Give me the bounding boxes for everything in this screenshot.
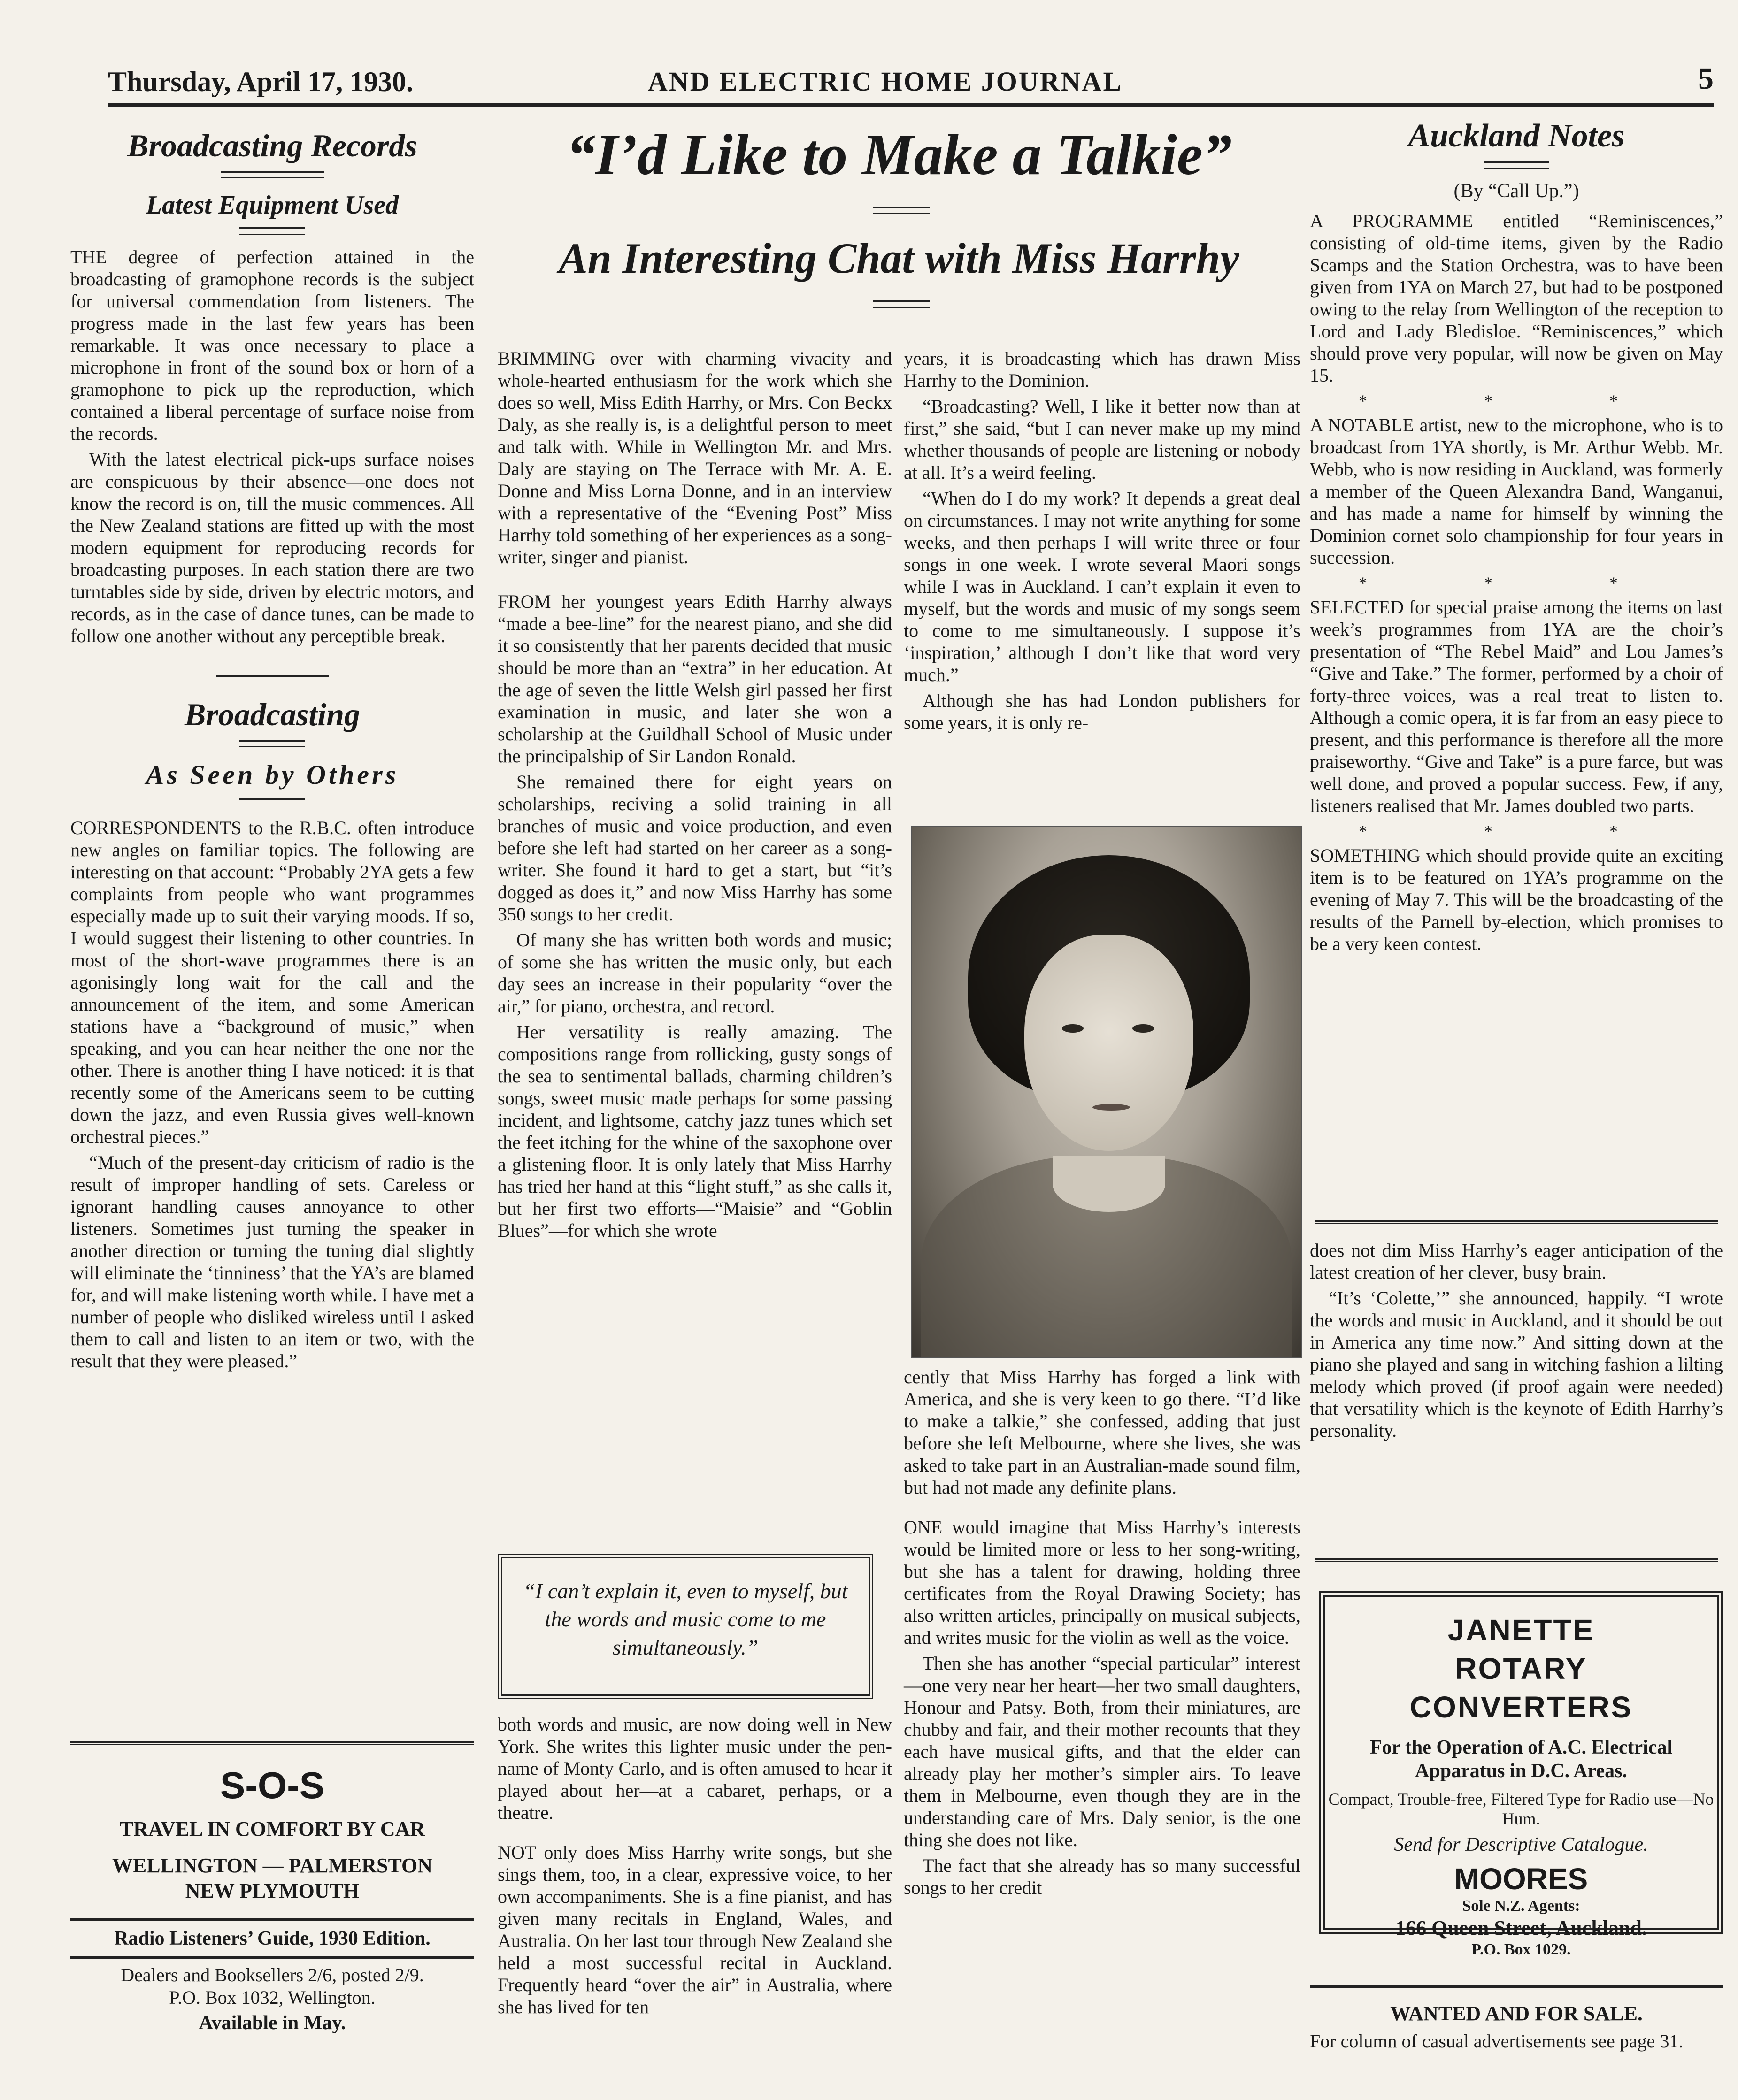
ad-operation: For the Operation of A.C. Electrical Apparatus in D.C. Areas. [1369, 1737, 1673, 1782]
auckland-paragraph: A PROGRAMME entitled “Reminiscences,” consisting of old-time items, given by the Radio Scamps and the Station Orchestra, was to have been given from 1YA on March 27, but had to be postponed owing to the relay from Wellington of the reception to Lord and Lady Bledisloe. “Reminiscences,” which should prove very popular, will now be given on May 15. [1310, 210, 1723, 386]
page-number: 5 [1698, 61, 1714, 96]
feature-paragraph: Then she has another “special particular” interest—one very near her heart—her two small daughters, Honour and Patsy. Both, from their miniatures, are chubby and fair, and their mother recounts that they each have musical gifts, and that the elder can already play her mother’s simpler airs. To leave them in Melbourne, even though they are in the understanding care of Mrs. Daly senior, is the one thing she does not like. [904, 1653, 1300, 1850]
portrait-eye [1132, 1024, 1154, 1033]
auckland-byline: (By “Call Up.”) [1453, 180, 1579, 202]
column-feature-continuation [1310, 1239, 1723, 1445]
janette-advertisement [1319, 1591, 1723, 1958]
records-heading: Broadcasting Records [127, 128, 417, 163]
feature-paragraph: Her versatility is really amazing. The compositions range from rollicking, gusty songs of the sea to sentimental ballads, charming children’s songs, sweet music made perhaps for some passing incident, and lightsome, catchy jazz tunes which set the feet itching for the whine of the saxophone over a glistening floor. It is only lately that Miss Harrhy has tried her hand at this “light stuff,” as she calls it, but her first two efforts—“Maisie” and “Goblin Blues”—for which she wrote [498, 1021, 892, 1241]
column-feature-right-cont [904, 1366, 1300, 1902]
ad-catalogue: Send for Descriptive Catalogue. [1394, 1834, 1648, 1855]
feature-paragraph: cently that Miss Harrhy has forged a link with America, and she is very keen to go there. “I’d like to make a talkie,” she confessed, adding that just before she left Melbourne, where she lives, she was asked to take part in an Australian-made sound film, but had not made any definite plans. [904, 1366, 1300, 1498]
separator-stars: * * * [1359, 822, 1674, 841]
issue-date: Thursday, April 17, 1930. [108, 66, 414, 97]
column-left [70, 117, 474, 1376]
feature-paragraph: “It’s ‘Colette,’” she announced, happily. “I wrote the words and music in Auckland, and it should be out in America any time now.” And sitting down at the piano she played and sang in witching fashion a lilting melody which proved (if proof again were needed) that versatility which is the keynote of Edith Harrhy’s personality. [1310, 1288, 1723, 1441]
feature-paragraph: “When do I do my work? It depends a great deal on circumstances. I may not write anything for some weeks, and then perhaps I will write three or four songs in one week. I wrote several Maori songs while I was in Auckland. I can’t explain it even to myself, but the words and music of my songs seem to come to me simultaneously. I suppose it’s ‘inspiration,’ although I don’t like that word very much.” [904, 488, 1300, 685]
auckland-paragraph: A NOTABLE artist, new to the microphone, who is to broadcast from 1YA shortly, is Mr. Arthur Webb. Mr. Webb, who is now residing in Auckland, was formerly a member of the Queen Alexandra Band, Wanganui, and has made a name for himself by winning the Dominion cornet solo championship for four years in succession. [1310, 414, 1723, 568]
portrait-face [1024, 935, 1193, 1151]
guide-box: P.O. Box 1032, Wellington. [169, 1987, 376, 2008]
records-paragraph: THE degree of perfection attained in the broadcasting of gramophone records is the subject for universal commendation from listeners. The progress made in the last few years has been remarkable. It was once necessary to place a microphone in front of the sound box or horn of a gramophone to pick up the reproduction, which contained a liberal percentage of surface noise from the records. [70, 246, 474, 444]
ad-brand: ROTARY [1455, 1652, 1587, 1686]
section-divider [1315, 1558, 1718, 1562]
broadcasting-heading: Broadcasting [184, 697, 361, 732]
column-feature-left [498, 347, 892, 1245]
portrait-photo [911, 826, 1302, 1358]
guide-availability: Available in May. [199, 2012, 346, 2034]
heading-rule [1484, 161, 1549, 169]
ad-brand: JANETTE [1447, 1613, 1595, 1647]
heading-rule [239, 740, 305, 747]
title-rule [873, 207, 930, 214]
journal-title: AND ELECTRIC HOME JOURNAL [648, 66, 1123, 97]
portrait-collar [1053, 1156, 1165, 1212]
heading-rule [239, 227, 305, 235]
wanted-notice [1310, 1985, 1723, 2053]
feature-paragraph: ONE would imagine that Miss Harrhy’s interests would be limited more or less to her song-writing, but she has a talent for drawing, holding three certificates from the Royal Drawing Society; has also written articles, principally on musical subjects, and writes music for the violin as well as the voice. [904, 1517, 1300, 1648]
feature-paragraph: Of many she has written both words and music; of some she has written the music only, but each day sees an increase in their popularity “over the air,” for piano, orchestra, and record. [498, 929, 892, 1017]
feature-paragraph: NOT only does Miss Harrhy write songs, but she sings them, too, in a clear, expressive voice, to her own accompaniments. She is a fine pianist, and has given many recitals in England, Wales, and Australia. On her last tour through New Zealand she held a most successful recital in Auckland. Frequently heard “over the air” in Australia, where she has lived for ten [498, 1842, 892, 2017]
heading-rule [221, 171, 324, 178]
sos-line: TRAVEL IN COMFORT BY CAR [119, 1817, 425, 1840]
auckland-heading: Auckland Notes [1408, 118, 1625, 154]
sos-advertisement [70, 1741, 474, 2037]
feature-paragraph: Although she has had London publishers for some years, it is only re- [904, 690, 1300, 733]
feature-paragraph: She remained there for eight years on scholarships, reciving a solid training in all branches of music and voice production, and even before she left had started on her career as a song-writer. She found it hard to get a start, but “it’s dogged as does it,” and now Miss Harrhy has some 350 songs to her credit. [498, 771, 892, 925]
heading-rule [239, 798, 305, 805]
sos-line: NEW PLYMOUTH [185, 1879, 360, 1902]
feature-title: “I’d Like to Make a Talkie” [566, 123, 1232, 187]
broadcasting-subheading: As Seen by Others [146, 759, 399, 790]
guide-price: Dealers and Booksellers 2/6, posted 2/9. [121, 1964, 424, 1985]
section-divider [216, 675, 329, 677]
broadcasting-paragraph: “Much of the present-day criticism of radio is the result of improper handling of sets. Careless or ignorant handling causes annoyance to other listeners. Sometimes just turning the speaker in another direction or turning the tuning dial slightly will eliminate the ‘tinniness’ that the YA’s are blamed for, and will make listening worth while. I have met a number of people who disliked wireless until I asked them to call and listen to an item or two, with the result that they were pleased.” [70, 1152, 474, 1372]
page-header [108, 61, 1714, 107]
records-subheading: Latest Equipment Used [146, 191, 399, 220]
feature-paragraph: FROM her youngest years Edith Harrhy always “made a bee-line” for the nearest piano, and she did it so consistently that her parents decided that music should be more than an “extra” in her education. At the age of seven the little Welsh girl passed her first examination in music, and later she won a scholarship at the Guildhall School of Music under the principalship of Sir Landon Ronald. [498, 591, 892, 766]
separator-stars: * * * [1359, 391, 1674, 410]
auckland-paragraph: SOMETHING which should provide quite an exciting item is to be featured on 1YA’s programme on the evening of May 7. This will be the broadcasting of the results of the Parnell by-election, which promises to be a very keen contest. [1310, 845, 1723, 954]
ad-brand: CONVERTERS [1409, 1690, 1633, 1724]
wanted-title: WANTED AND FOR SALE. [1390, 2002, 1643, 2025]
feature-subtitle: An Interesting Chat with Miss Harrhy [559, 234, 1239, 282]
separator-stars: * * * [1359, 574, 1674, 592]
title-rule [873, 300, 930, 308]
feature-paragraph: years, it is broadcasting which has drawn Miss Harrhy to the Dominion. [904, 348, 1300, 391]
sos-line: WELLINGTON — PALMERSTON [112, 1854, 433, 1877]
portrait-mouth [1092, 1104, 1130, 1111]
feature-paragraph: BRIMMING over with charming vivacity and whole-hearted enthusiasm for the work which she does so well, Miss Edith Harrhy, or Mrs. Con Beckx Daly, as she really is, is a delightful person to meet and talk with. While in Wellington Mr. and Mrs. Daly are staying on The Terrace with Mr. A. E. Donne and Miss Lorna Donne, and in an interview with a representative of the “Evening Post” Miss Harrhy told something of her experiences as a song-writer, singer and pianist. [498, 348, 892, 567]
section-divider [1315, 1220, 1718, 1224]
ad-description: Compact, Trouble-free, Filtered Type for Radio use—No Hum. [1328, 1790, 1714, 1828]
column-feature-left-cont [498, 1713, 892, 2022]
records-paragraph: With the latest electrical pick-ups surface noises are conspicuous by their absence—one does not know the record is on, till the music commences. All the New Zealand stations are fitted up with the most modern equipment for reproducing records for broadcasting purposes. In each station there are two turntables side by side, driven by electric motors, and records, as in the case of dance tunes, can be made to follow one another without any perceptible break. [70, 449, 474, 646]
feature-paragraph: both words and music, are now doing well in New York. She writes this lighter music under the pen-name of Monty Carlo, and is often amused to hear it played about her—at a cabaret, perhaps, or a theatre. [498, 1714, 892, 1823]
ad-company: MOORES [1454, 1862, 1588, 1896]
ad-agents: Sole N.Z. Agents: [1462, 1897, 1580, 1915]
wanted-body: For column of casual advertisements see page 31. [1310, 2031, 1684, 2052]
auckland-paragraph: SELECTED for special praise among the items on last week’s programmes from 1YA are the choir’s presentation of “The Rebel Maid” and Lou James’s “Give and Take.” The former, performed by a choir of forty-three voices, was a real treat to listen to. Although a comic opera, it is far from an easy piece to present, and this performance is therefore all the more praiseworthy. “Give and Take” is a pure farce, but was well done, and proved a popular success. Few, if any, listeners realised that Mr. James doubled two parts. [1310, 597, 1723, 816]
ad-box: P.O. Box 1029. [1471, 1941, 1571, 1958]
feature-paragraph: does not dim Miss Harrhy’s eager anticipation of the latest creation of her clever, busy brain. [1310, 1240, 1723, 1283]
feature-paragraph: “Broadcasting? Well, I like it better now than at first,” she said, “but I can never make up my mind whether thousands of people are listening or nobody at all. It’s a weird feeling. [904, 396, 1300, 483]
guide-title: Radio Listeners’ Guide, 1930 Edition. [70, 1918, 474, 1959]
ad-address: 166 Queen Street, Auckland. [1395, 1916, 1647, 1939]
column-auckland [1310, 117, 1723, 958]
broadcasting-paragraph: CORRESPONDENTS to the R.B.C. often introduce new angles on familiar topics. The following are interesting on that account: “Probably 2YA gets a few complaints from people who want programmes especially made up to suit their varying moods. If so, I would suggest their listening to other countries. In most of the short-wave programmes there is an agonisingly long wait for the call and the announcement of the item, and some American stations have a “background of music,” when speaking, and you can hear neither the one nor the other. There is another thing I have noticed: it is that recently some of the Americans seem to be cutting down the jazz, and even Russia gives well-known orchestral pieces.” [70, 817, 474, 1147]
pull-quote: “I can’t explain it, even to myself, but the words and music come to me simultaneously.” [498, 1554, 873, 1699]
sos-title: S-O-S [220, 1764, 325, 1806]
portrait-eye [1062, 1024, 1084, 1033]
feature-paragraph: The fact that she already has so many successful songs to her credit [904, 1855, 1300, 1898]
column-feature-right [904, 347, 1300, 737]
